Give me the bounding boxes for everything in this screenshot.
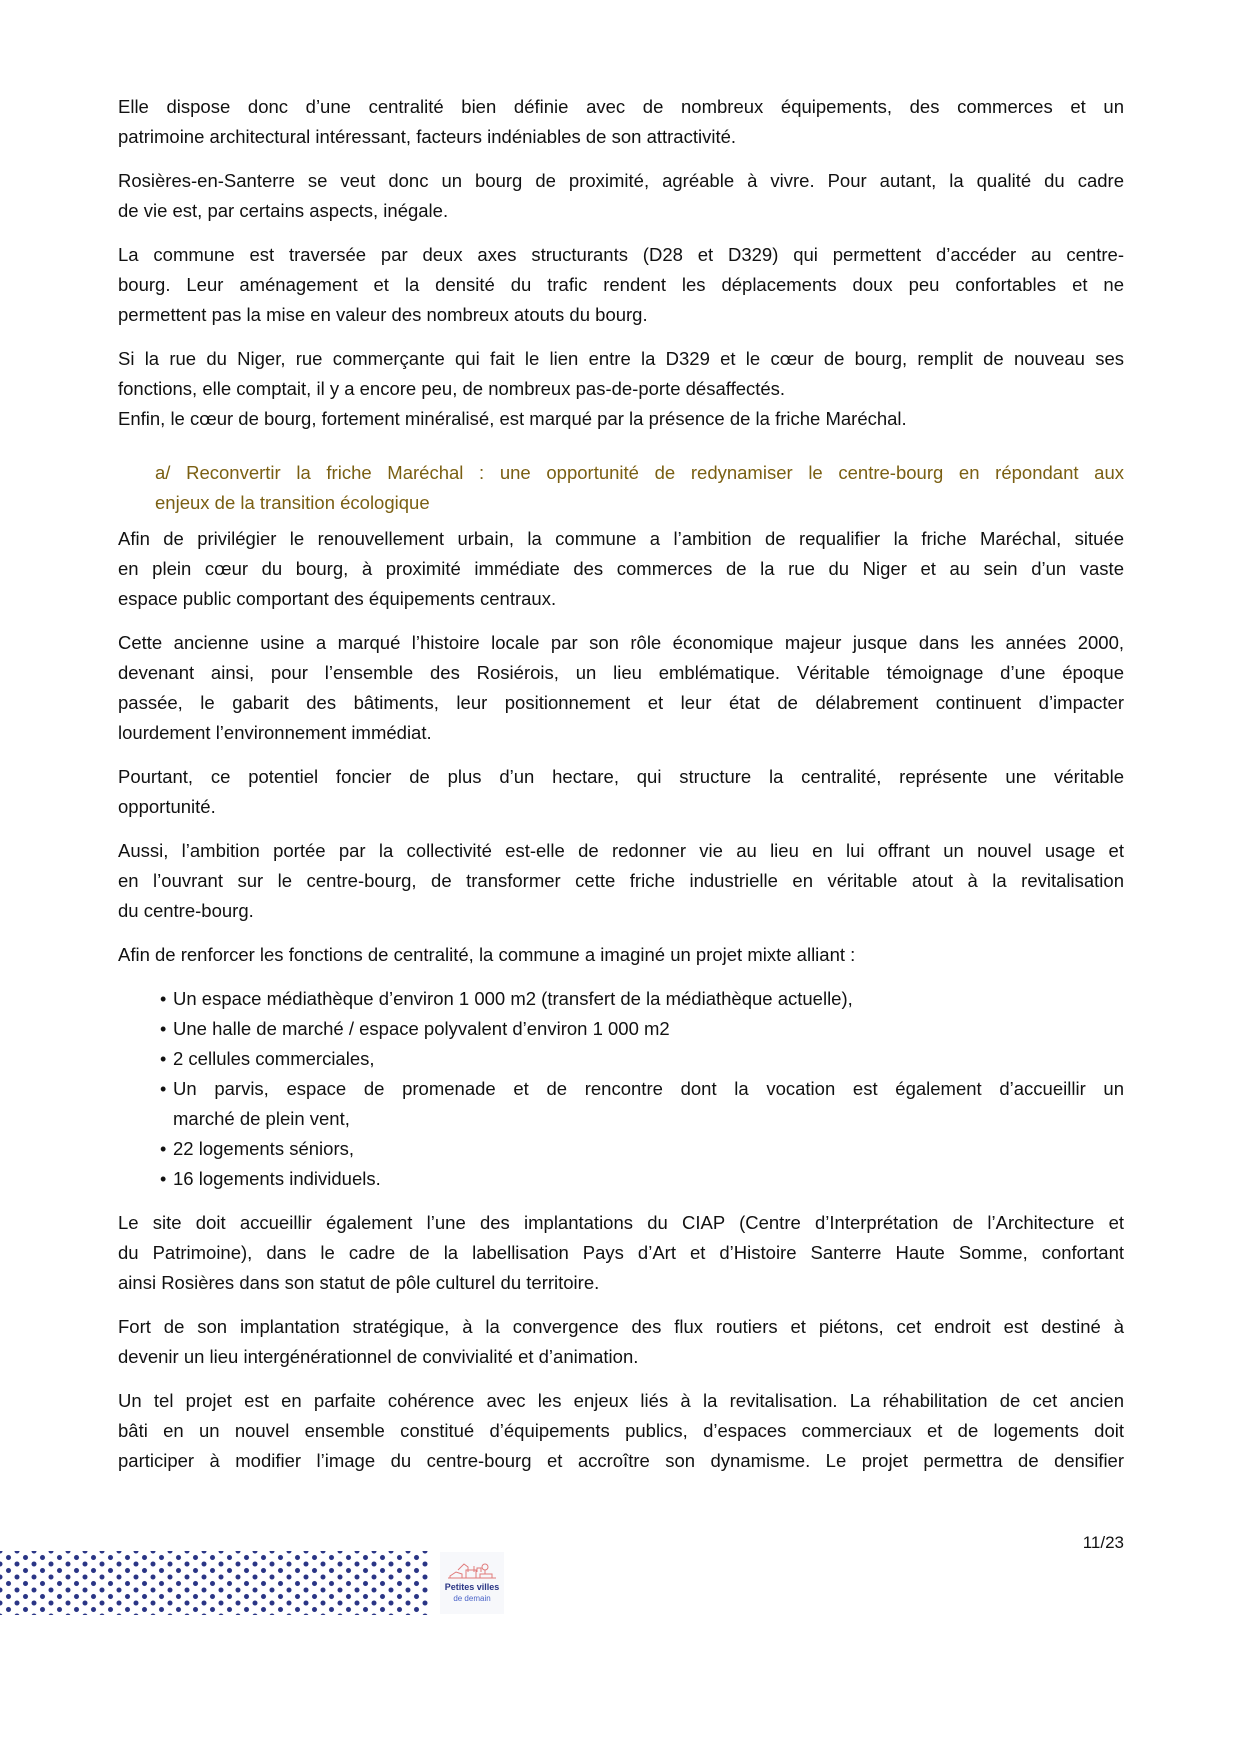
paragraph (118, 940, 1124, 970)
paragraph (118, 240, 1124, 330)
paragraph (118, 762, 1124, 822)
paragraph (118, 344, 1124, 434)
logo-subtitle: de demain (453, 1594, 491, 1603)
list-item (118, 1134, 1124, 1164)
list-item (118, 1074, 1124, 1134)
decorative-dot-pattern (0, 1551, 428, 1615)
text-line: du Patrimoine), dans le cadre de la labellisation Pays d’Art et d’Histoire Santerre Haute Somme, confortant (118, 1242, 1124, 1263)
list-item (118, 984, 1124, 1014)
text-line: Un tel projet est en parfaite cohérence avec les enjeux liés à la revitalisation. La réhabilitation de cet ancien (118, 1390, 1124, 1411)
list-item-text: • 2 cellules commerciales, (173, 1048, 375, 1069)
text-line: Fort de son implantation stratégique, à la convergence des flux routiers et piétons, cet endroit est destiné à (118, 1316, 1124, 1337)
paragraph (118, 1312, 1124, 1372)
text-line: devenant ainsi, pour l’ensemble des Rosiérois, un lieu emblématique. Véritable témoignage d’une époque (118, 662, 1124, 683)
paragraph (118, 166, 1124, 226)
text-line: Aussi, l’ambition portée par la collectivité est-elle de redonner vie au lieu en lui offrant un nouvel usage et (118, 840, 1124, 861)
heading-line: enjeux de la transition écologique (155, 492, 430, 513)
paragraph (118, 92, 1124, 152)
list-item (118, 1044, 1124, 1074)
text-line: espace public comportant des équipements centraux. (118, 588, 557, 609)
text-line: Afin de renforcer les fonctions de centralité, la commune a imaginé un projet mixte alliant : (118, 944, 856, 965)
list-item (118, 1164, 1124, 1194)
text-line: en l’ouvrant sur le centre-bourg, de transformer cette friche industrielle en véritable atout à la revitalisation (118, 870, 1124, 891)
list-item-text: • Un parvis, espace de promenade et de rencontre dont la vocation est également d’accueillir un (173, 1078, 1124, 1099)
body-text (118, 92, 1124, 1490)
text-line: opportunité. (118, 796, 216, 817)
text-line: bâti en un nouvel ensemble constitué d’équipements publics, d’espaces commerciaux et de logements doit (118, 1420, 1124, 1441)
text-line: du centre-bourg. (118, 900, 254, 921)
text-line: Le site doit accueillir également l’une des implantations du CIAP (Centre d’Interprétation de l’Architecture et (118, 1212, 1124, 1233)
paragraph (118, 524, 1124, 614)
paragraph (118, 1208, 1124, 1298)
section-heading (155, 458, 1124, 518)
text-line: permettent pas la mise en valeur des nombreux atouts du bourg. (118, 304, 648, 325)
text-line: passée, le gabarit des bâtiments, leur positionnement et leur état de délabrement continuent d’impacter (118, 692, 1124, 713)
text-line: Si la rue du Niger, rue commerçante qui fait le lien entre la D329 et le cœur de bourg, remplit de nouveau ses (118, 348, 1124, 369)
text-line: lourdement l’environnement immédiat. (118, 722, 432, 743)
text-line: participer à modifier l’image du centre-bourg et accroître son dynamisme. Le projet permettra de densifier (118, 1450, 1124, 1471)
text-line: en plein cœur du bourg, à proximité immédiate des commerces de la rue du Niger et au sein d’un vaste (118, 558, 1124, 579)
text-line: Pourtant, ce potentiel foncier de plus d’un hectare, qui structure la centralité, représente une véritable (118, 766, 1124, 787)
list-item (118, 1014, 1124, 1044)
text-line: ainsi Rosières dans son statut de pôle culturel du territoire. (118, 1272, 600, 1293)
petites-villes-de-demain-logo (440, 1552, 504, 1614)
text-line: La commune est traversée par deux axes structurants (D28 et D329) qui permettent d’accéder au centre- (118, 244, 1124, 265)
text-line: devenir un lieu intergénérationnel de convivialité et d’animation. (118, 1346, 639, 1367)
list-item-text: • Une halle de marché / espace polyvalent d’environ 1 000 m2 (173, 1018, 670, 1039)
paragraph (118, 836, 1124, 926)
text-line: patrimoine architectural intéressant, facteurs indéniables de son attractivité. (118, 126, 737, 147)
text-line: de vie est, par certains aspects, inégale. (118, 200, 449, 221)
text-line: Cette ancienne usine a marqué l’histoire locale par son rôle économique majeur jusque dans les années 2000, (118, 632, 1124, 653)
project-components-list (118, 984, 1124, 1194)
list-item-text: • Un espace médiathèque d’environ 1 000 m2 (transfert de la médiathèque actuelle), (173, 988, 853, 1009)
heading-line: a/ Reconvertir la friche Maréchal : une opportunité de redynamiser le centre-bourg en répondant aux (155, 462, 1124, 483)
text-line: Afin de privilégier le renouvellement urbain, la commune a l’ambition de requalifier la friche Maréchal, située (118, 528, 1124, 549)
list-item-text: • 22 logements séniors, (173, 1138, 354, 1159)
page-number: 11/23 (1082, 1533, 1124, 1552)
paragraph (118, 628, 1124, 748)
logo-title: Petites villes (444, 1582, 500, 1592)
list-item-text: marché de plein vent, (173, 1108, 350, 1129)
list-item-text: • 16 logements individuels. (173, 1168, 381, 1189)
paragraph (118, 1386, 1124, 1476)
text-line: Elle dispose donc d’une centralité bien définie avec de nombreux équipements, des commerces et un (118, 96, 1124, 117)
text-line: Enfin, le cœur de bourg, fortement minéralisé, est marqué par la présence de la friche Maréchal. (118, 408, 907, 429)
text-line: Rosières-en-Santerre se veut donc un bourg de proximité, agréable à vivre. Pour autant, la qualité du cadre (118, 170, 1124, 191)
houses-skyline-icon (448, 1558, 496, 1580)
text-line: bourg. Leur aménagement et la densité du trafic rendent les déplacements doux peu confortables et ne (118, 274, 1124, 295)
text-line: fonctions, elle comptait, il y a encore peu, de nombreux pas-de-porte désaffectés. (118, 378, 786, 399)
